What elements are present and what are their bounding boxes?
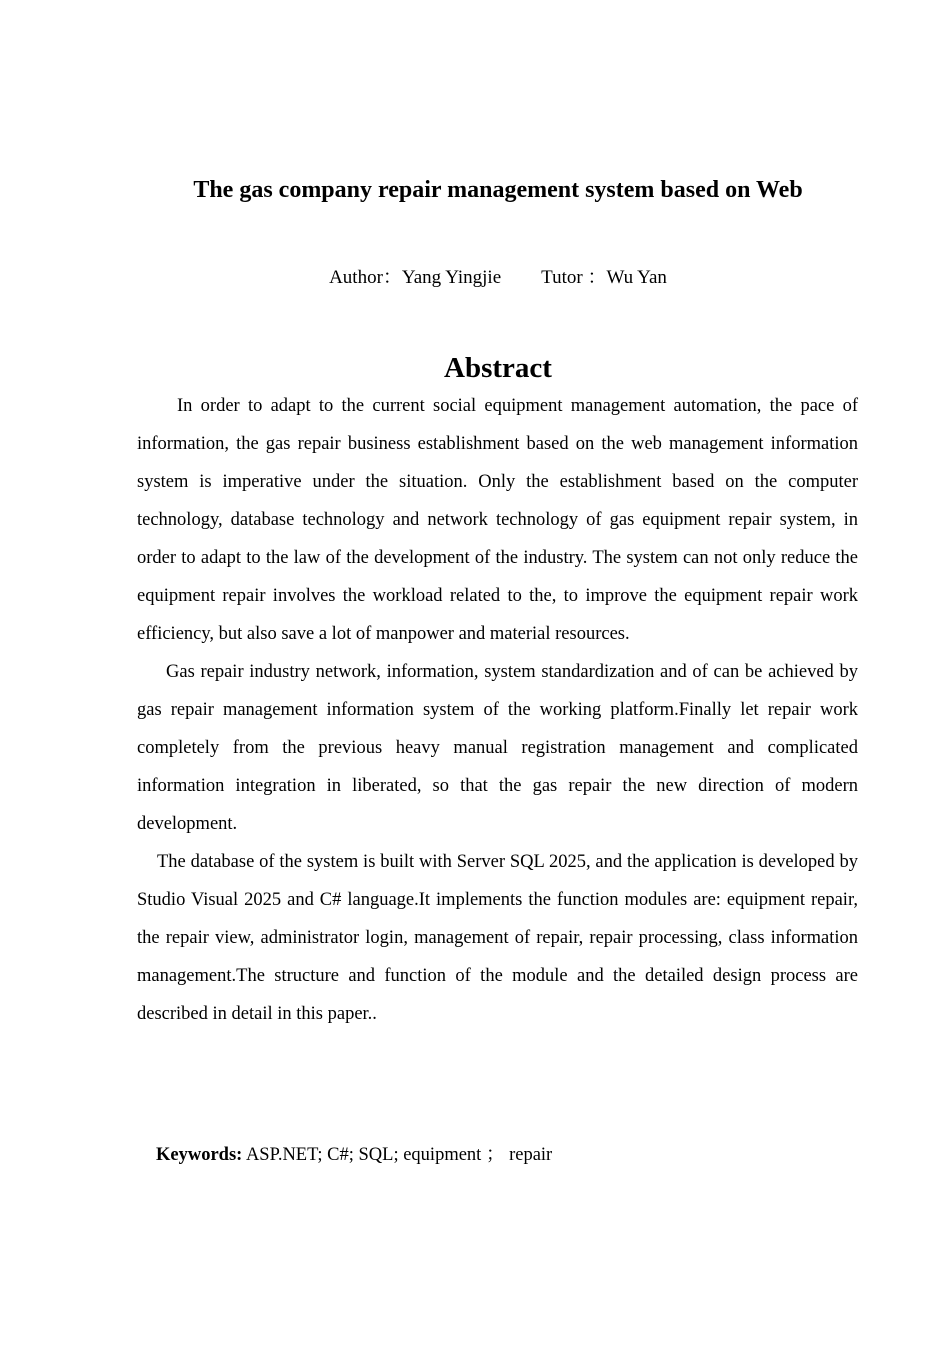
byline <box>0 265 950 291</box>
abstract-paragraph-2: Gas repair industry network, information, system standardization and of can be achieved by gas repair management information system of the working platform.Finally let repair work completely from the previous heavy manual registration management and complicated information integration in liberated, so that the gas repair the new direction of modern development. <box>137 662 858 834</box>
keywords-line <box>156 1142 552 1168</box>
keywords-value: ASP.NET; C#; SQL; equipment ； repair <box>245 1145 553 1165</box>
keywords-label: Keywords: <box>156 1145 243 1165</box>
abstract-heading: Abstract <box>444 352 552 384</box>
abstract-paragraph-3: The database of the system is built with Server SQL 2025, and the application is developed by Studio Visual 2025 and C# language.It implements the function modules are: equipment repair, the repair view, administrator login, management of repair, repair processing, class information management.The structure and function of the module and the detailed design process are described in detail in this paper.. <box>137 852 858 1024</box>
abstract-paragraph-1: In order to adapt to the current social equipment management automation, the pace of information, the gas repair business establishment based on the web management information system is imperative under the situation. Only the establishment based on the computer technology, database technology and network technology of gas equipment repair system, in order to adapt to the law of the development of the industry. The system can not only reduce the equipment repair involves the workload related to the, to improve the equipment repair work efficiency, but also save a lot of manpower and material resources. <box>137 396 858 644</box>
paper-title: The gas company repair management system based on Web <box>193 177 803 203</box>
abstract-body <box>137 387 858 1033</box>
tutor-name: Tutor ：Wu Yan <box>541 267 667 288</box>
author-name: Author：Yang Yingjie <box>329 267 502 288</box>
